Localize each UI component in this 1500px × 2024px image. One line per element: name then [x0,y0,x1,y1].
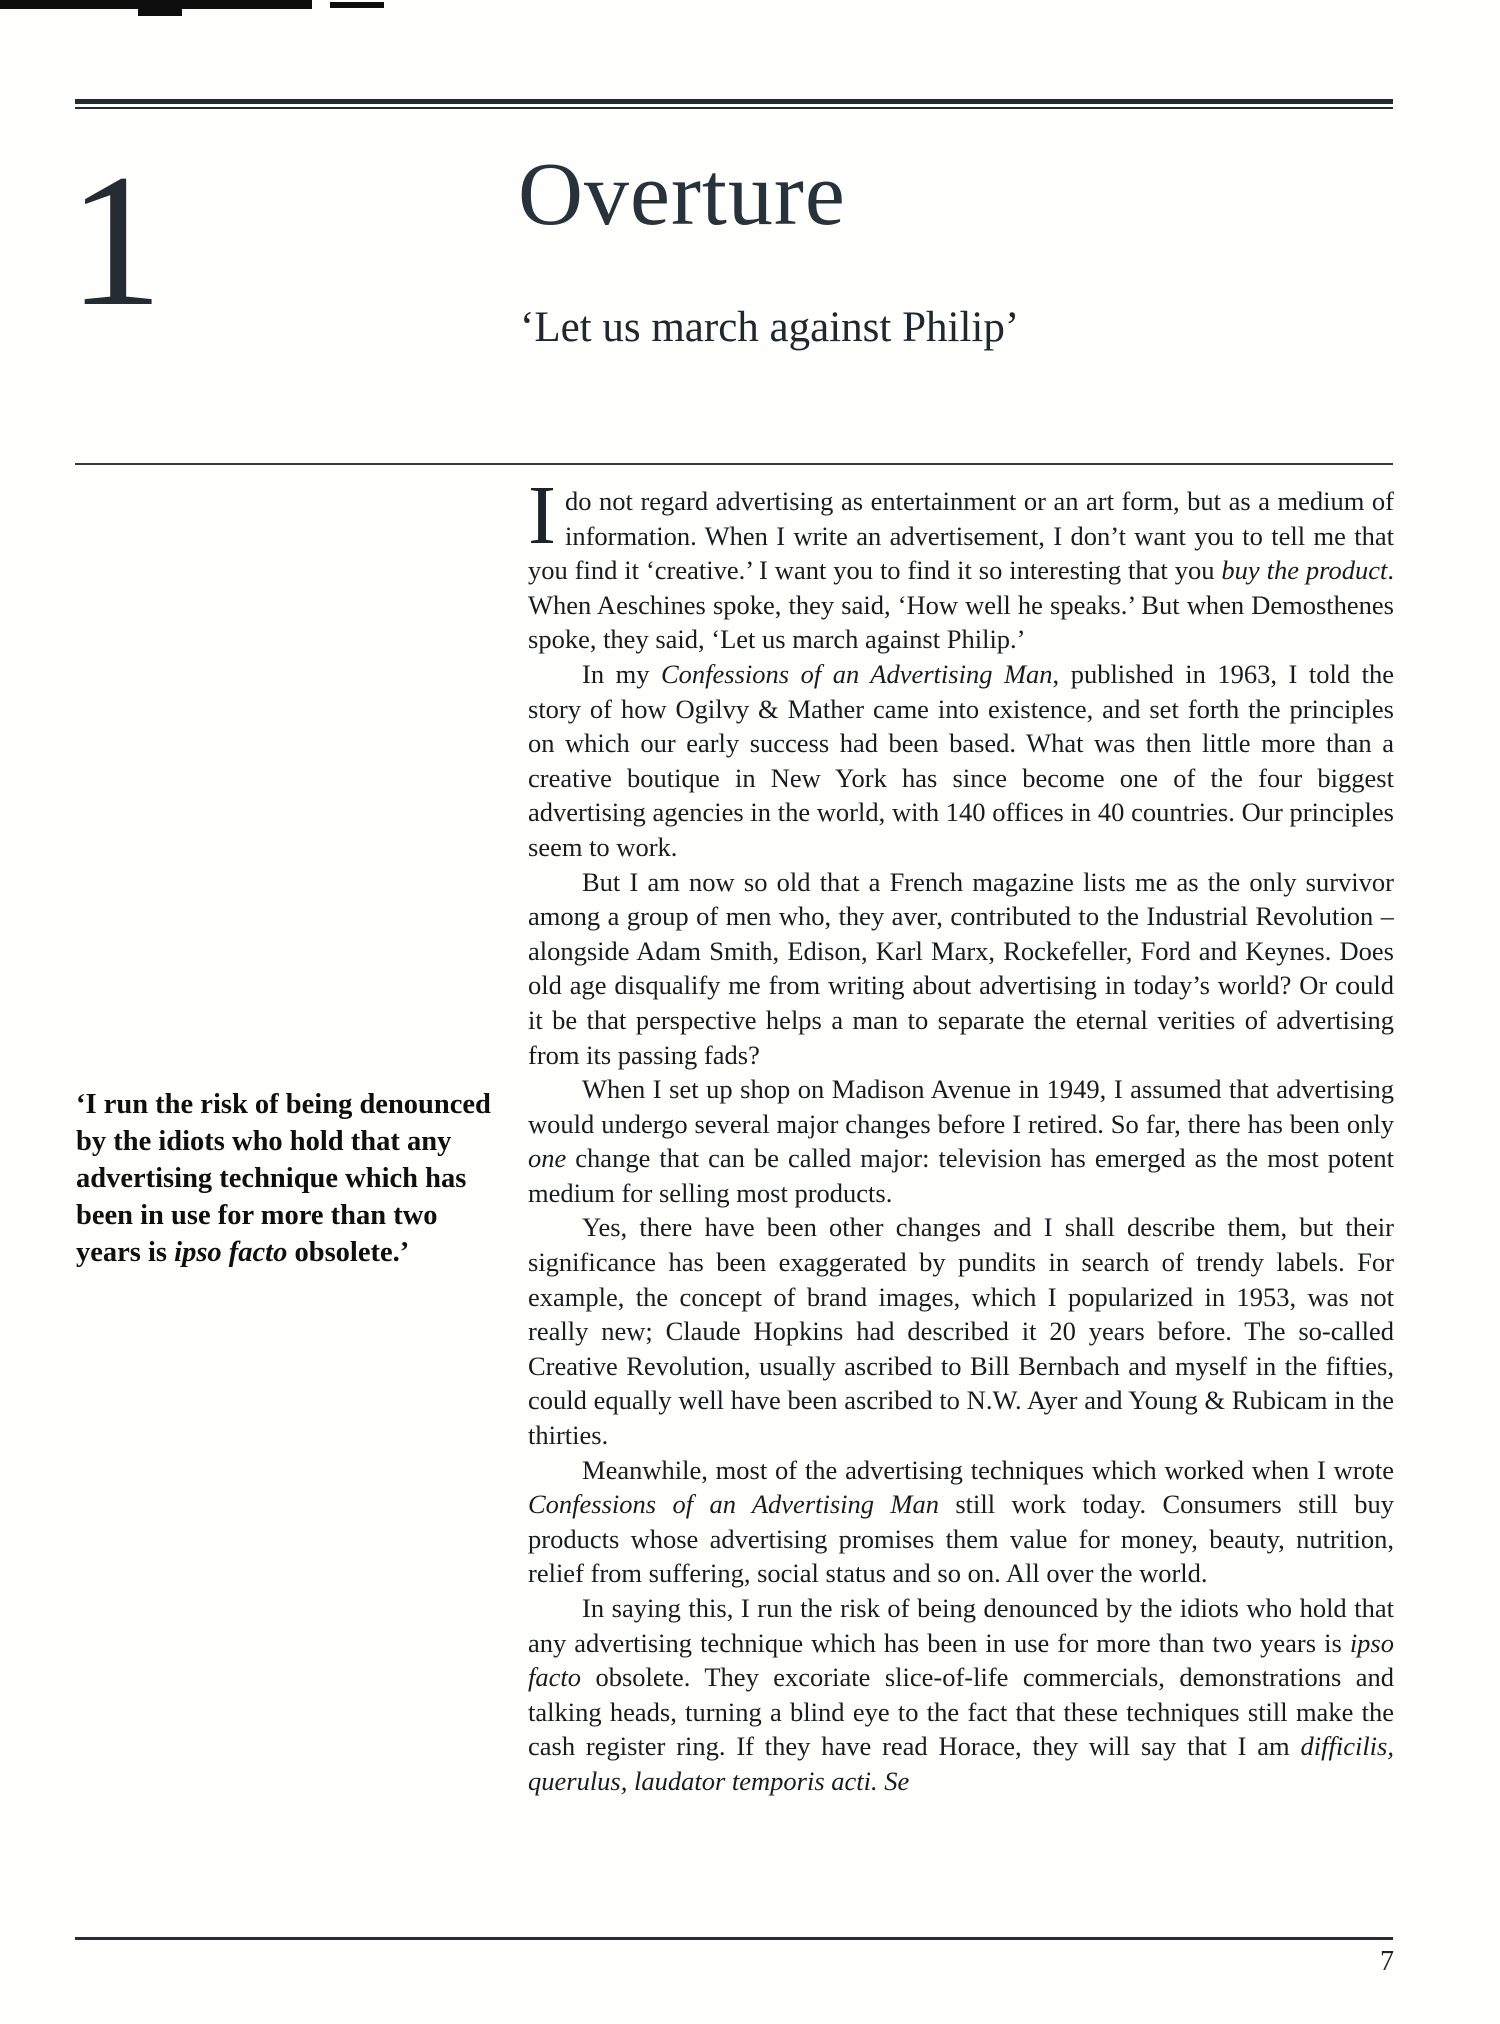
page-number: 7 [1380,1946,1394,1977]
paragraph [528,657,1394,865]
chapter-number: 1 [68,136,163,346]
text-run: ‘I run the risk of being denounced by the idiots who hold that any advertising technique which has been in use for more than two years is [76,1089,491,1268]
header-double-rule [75,99,1393,109]
italic-text-run: Confessions of an Advertising Man [660,658,1053,689]
text-run: do not regard advertising as entertainment or an art form, but as a medium of information. When I write an advertisement, I don’t want you to tell me that you find it ‘creative.’ I want you to find it so interesting that you [528,486,1394,586]
italic-text-run: ipso facto [528,1627,1394,1693]
body-text [528,484,1394,1799]
paragraph [528,1210,1394,1452]
chapter-title: Overture [518,145,846,244]
text-run: Yes, there have been other changes and I shall describe them, but their significance has been exaggerated by pundits in search of trendy labels. For example, the concept of brand images, which I popularized in 1953, was not really new; Claude Hopkins had described it 20 years before. The so-called Creative Revolution, usually ascribed to Bill Bernbach and myself in the fifties, could equally well have been ascribed to N.W. Ayer and Young & Rubicam in the thirties. [528,1212,1394,1451]
text-run: In saying this, I run the risk of being denounced by the idiots who hold that any advertising technique which has been in use for more than two years is [528,1593,1394,1658]
text-run: But I am now so old that a French magazine lists me as the only survivor among a group of men who, they aver, contributed to the Industrial Revolution – alongside Adam Smith, Edison, Karl Marx, Rockefeller, Ford and Keynes. Does old age disqualify me from writing about advertising in today’s world? Or could it be that perspective helps a man to separate the eternal verities of advertising from its passing fads? [528,866,1394,1070]
section-divider-rule [75,463,1393,465]
paragraph [528,1072,1394,1210]
text-run: , published in 1963, I told the story of how Ogilvy & Mather came into existence, and set forth the principles on which our early success had been based. What was then little more than a creative boutique in New York has since become one of the four biggest advertising agencies in the world, with 140 offices in 40 countries. Our principles seem to work. [528,658,1394,862]
italic-text-run: ipso facto [174,1237,288,1268]
text-run: . When Aeschines spoke, they said, ‘How well he speaks.’ But when Demosthenes spoke, they said, ‘Let us march against Philip.’ [528,555,1394,655]
text-run: When I set up shop on Madison Avenue in 1949, I assumed that advertising would undergo several major changes before I retired. So far, there has been only [528,1074,1394,1139]
italic-text-run: one [528,1143,567,1174]
chapter-subtitle: ‘Let us march against Philip’ [520,304,1020,351]
italic-text-run: difficilis, querulus, laudator temporis acti. Se [528,1731,1394,1796]
paragraph [528,484,1394,657]
text-run: Meanwhile, most of the advertising techniques which worked when I wrote [582,1454,1394,1485]
paragraph [528,1591,1394,1799]
pull-quote-text [76,1086,504,1271]
italic-text-run: Confessions of an Advertising Man [528,1489,939,1520]
drop-cap: I [528,484,556,562]
text-run: In my [582,658,661,689]
scan-artifact [138,0,182,16]
text-run: change that can be called major: television has emerged as the most potent medium for selling most products. [528,1143,1394,1208]
text-run: obsolete.’ [287,1237,410,1268]
scan-artifact [330,2,384,8]
footer-rule [75,1937,1393,1940]
paragraph [528,865,1394,1073]
text-run: still work today. Consumers still buy products whose advertising promises them value for money, beauty, nutrition, relief from suffering, social status and so on. All over the world. [528,1489,1394,1589]
paragraph [528,1453,1394,1591]
italic-text-run: buy the product [1221,555,1388,586]
text-run: obsolete. They excoriate slice-of-life commercials, demonstrations and talking heads, turning a blind eye to the fact that these techniques still make the cash register ring. If they have read Horace, they will say that I am [528,1662,1394,1762]
